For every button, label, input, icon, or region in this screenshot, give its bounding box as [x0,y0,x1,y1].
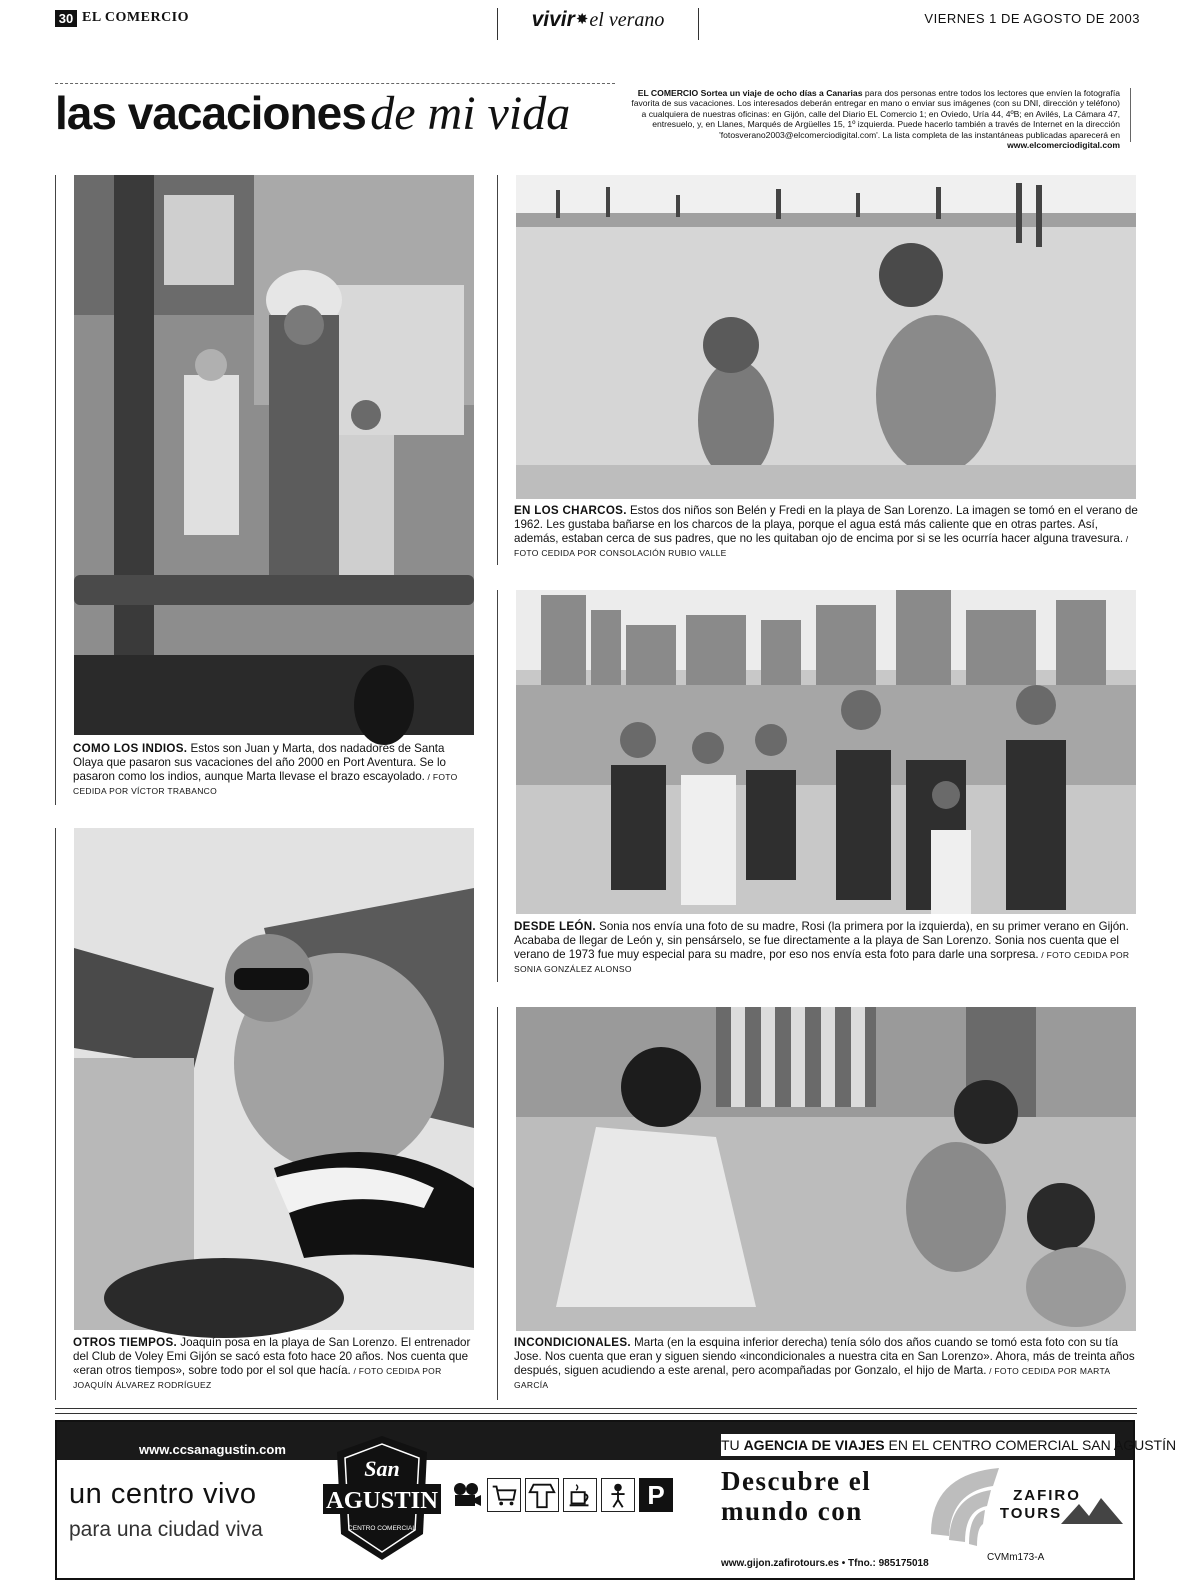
contest-notice [625,88,1131,151]
ad-services-icons [449,1478,689,1514]
photo-credit: / FOTO CEDIDA POR JOAQUÍN ÁLVAREZ RODRÍGUEZ [73,1366,442,1390]
ad-discover-line-1: Descubre el [721,1466,872,1496]
photo-credit: / FOTO CEDIDA POR CONSOLACIÓN RUBIO VALLE [514,534,1129,558]
ad-agency-suffix: EN EL CENTRO COMERCIAL SAN AGUSTÍN [884,1437,1177,1453]
newspaper-name: EL COMERCIO [82,10,190,25]
caption-text: Joaquín posa en la playa de San Lorenzo. El entrenador del Club de Voley Emi Gijón se sacó esta foto hace 20 años. Nos cuenta que «eran otros tiempos», sobre todo por el sol que hacía. [73,1336,471,1377]
caption-como-los-indios [73,742,477,798]
caption-heading: EN LOS CHARCOS. [514,504,627,517]
shopping-cart-icon [487,1478,521,1512]
cinema-icon [449,1478,483,1512]
zafiro-tours-logo [929,1464,1125,1564]
column-rule [497,175,498,565]
logo-word-1: San [364,1456,400,1481]
parking-icon: P [639,1478,673,1512]
section-logo-word-2: el verano [589,9,665,31]
sun-icon: ✸ [575,11,589,28]
photo-incondicionales [516,1007,1136,1331]
caption-desde-leon [514,920,1140,976]
section-logo [497,8,699,40]
caption-heading: COMO LOS INDIOS. [73,742,188,755]
cafe-icon [563,1478,597,1512]
caption-text: Marta (en la esquina inferior derecha) tenía sólo dos años cuando se tomó esta foto con su tía Jose. Nos cuenta que eran y siguen siendo «incondicionales a nuestra cita en San Lorenzo». Ahora, más de treinta años después, siguen acudiendo a este arenal, pero acompañadas por Gonzalo, el hijo de Marta. [514,1336,1135,1377]
caption-text: Estos dos niños son Belén y Fredi en la playa de San Lorenzo. La imagen se tomó en el verano de 1962. Les gustaba bañarse en los charcos de la playa, porque el agua está más caliente que en otras partes. Así, además, estaban cerca de sus padres, que no les quitaban ojo de encima por si se les ocurría hacer alguna travesura. [514,504,1138,545]
contest-lead: EL COMERCIO Sortea un viaje de ocho días a Canarias [637,88,863,98]
globe-icon [931,1468,999,1546]
section-logo-word-1: vivir [531,8,575,31]
column-rule [55,175,56,805]
ad-agency-prefix: TU [721,1437,744,1453]
photo-otros-tiempos [74,828,474,1330]
page-title [55,86,570,141]
san-agustin-logo [323,1434,441,1564]
ad-url-link[interactable]: www.ccsanagustin.com [139,1442,286,1457]
ad-slogan-line-1: un centro vivo [69,1478,257,1510]
caption-heading: OTROS TIEMPOS. [73,1336,178,1349]
column-rule [55,828,56,1400]
column-rule [497,590,498,982]
page-number: 30 [55,10,77,27]
photo-credit: / FOTO CEDIDA POR MARTA GARCÍA [514,1366,1110,1390]
photo-credit: / FOTO CEDIDA POR SONIA GONZÁLEZ ALONSO [514,950,1130,974]
column-rule [497,1007,498,1400]
page-title-italic: de mi vida [370,87,571,140]
kids-icon [601,1478,635,1512]
photo-desde-leon [516,590,1136,914]
ad-divider [55,1413,1137,1414]
ad-discover-heading [721,1466,871,1526]
ad-web-contact[interactable]: www.gijon.zafirotours.es • Tfno.: 985175018 [721,1558,929,1569]
ad-agency-bold: AGENCIA DE VIAJES [743,1437,885,1453]
caption-otros-tiempos [73,1336,477,1392]
caption-text: Estos son Juan y Marta, dos nadadores de Santa Olaya que pasaron sus vacaciones del año 2000 en Port Aventura. Se lo pasaron como los indios, aunque Marta llevase el brazo escayolado. [73,742,446,783]
advertisement [55,1420,1177,1580]
caption-text: Sonia nos envía una foto de su madre, Rosi (la primera por la izquierda), en su primer verano en Gijón. Acababa de llegar de León y, sin pensárselo, se fue directamente a la playa de San Lorenzo. Sonia nos cuenta que el verano de 1973 fue muy especial para su madre, por eso nos envía esta foto para darle una sorpresa. [514,920,1129,961]
photo-como-los-indios [74,175,474,735]
ad-divider [55,1408,1137,1409]
contest-site-link[interactable]: www.elcomerciodigital.com [1007,140,1120,151]
logo-subtitle: CENTRO COMERCIAL [348,1525,416,1532]
fashion-icon [525,1478,559,1512]
caption-heading: INCONDICIONALES. [514,1336,631,1349]
page-title-bold: las vacaciones [55,87,366,139]
zafiro-brand-line-2: TOURS [999,1505,1063,1522]
contest-body: para dos personas entre todos los lectores que envíen la fotografía favorita de sus vacaciones. Los interesados deberán entregar en mano o enviar sus imágenes (con su DNI, dirección y teléfono) a cualquiera de nuestras oficinas: en Gijón, calle del Diario EL Comercio 1; en Oviedo, Uría 44, 4ºB; en Avilés, La Cámara 47, entresuelo, y, en Llanes, Marqués de Argüelles 15, 1º izquierda. Puede hacerlo también a través de Internet en la dirección 'fotosverano2003@elcomerciodigital.com'. La lista completa de las instantáneas publicadas aparecerá en [631,88,1120,140]
photo-en-los-charcos [516,175,1136,499]
caption-en-los-charcos [514,504,1140,560]
photo-credit: / FOTO CEDIDA POR VÍCTOR TRABANCO [73,772,458,796]
ad-agency-banner [721,1434,1177,1456]
ad-discover-line-2: mundo con [721,1496,863,1526]
title-divider [55,83,615,84]
ad-slogan-line-2: para una ciudad viva [69,1518,263,1541]
ad-reference-code: CVMm173-A [987,1552,1045,1563]
logo-word-2: AGUSTIN [326,1488,439,1514]
caption-heading: DESDE LEÓN. [514,920,596,933]
issue-date: VIERNES 1 DE AGOSTO DE 2003 [924,11,1140,26]
caption-incondicionales [514,1336,1140,1392]
zafiro-brand-line-1: ZAFIRO [1013,1487,1081,1504]
